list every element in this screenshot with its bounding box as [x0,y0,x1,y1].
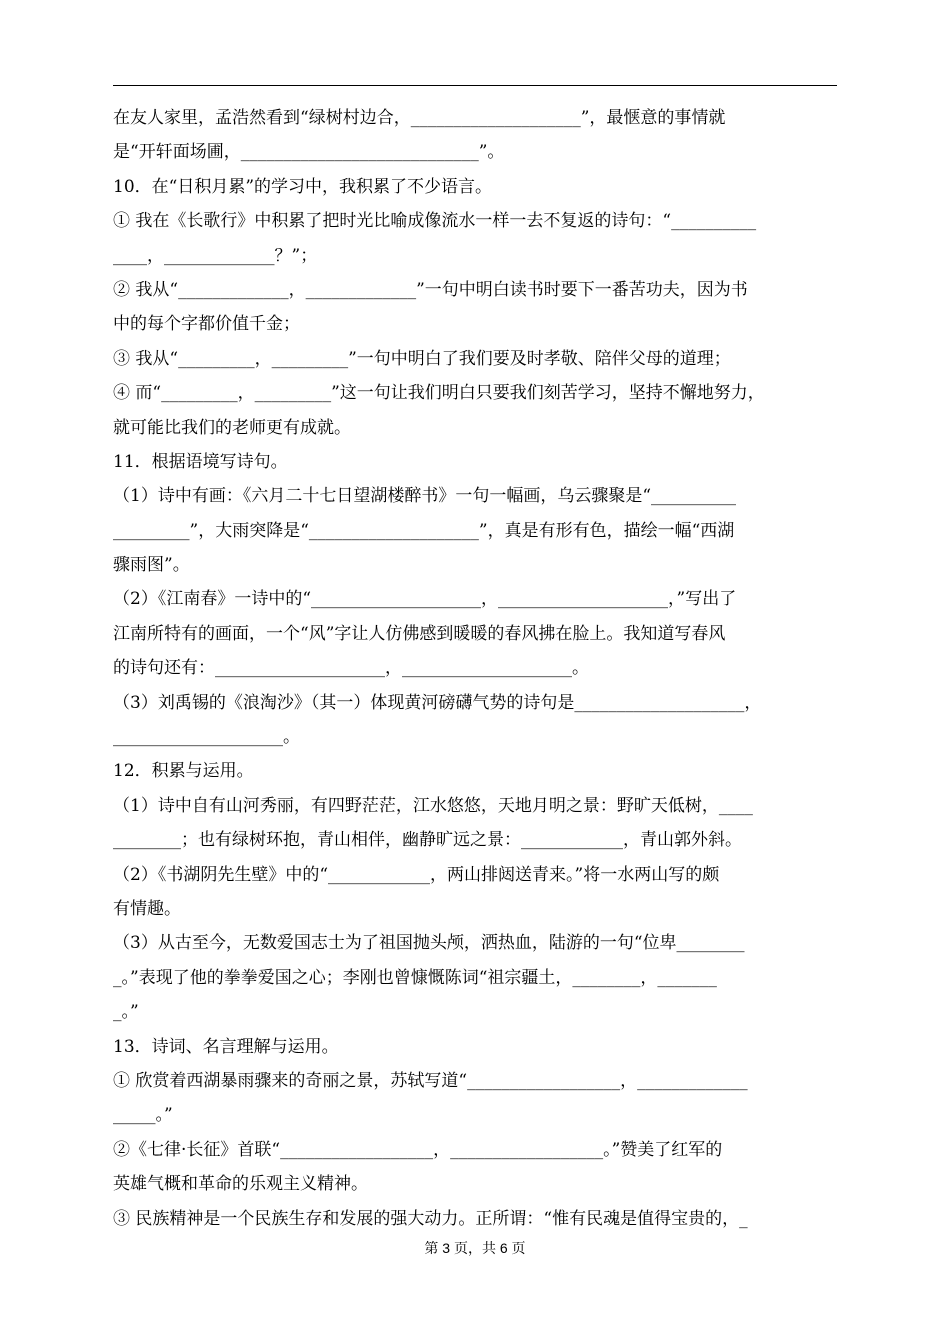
text-line: _。” [113,1002,139,1023]
text-line: ________；也有绿树环抱，青山相伴，幽静旷远之景：____________，青山郭外斜。 [113,830,742,851]
header-rule [113,85,837,86]
page-footer: 第 3 页，共 6 页 [424,1240,526,1256]
text-line: ____，_____________？”； [113,245,318,266]
question-heading: 11．根据语境写诗句。 [113,451,288,472]
text-line: ____________________。 [113,727,300,748]
question-heading: 10．在“日积月累”的学习中，我积累了不少语言。 [113,176,493,197]
text-line: （1）诗中有画：《六月二十七日望湖楼醉书》一句一幅画，乌云骤聚是“__________ [113,486,737,507]
text-line: ③ 民族精神是一个民族生存和发展的强大动力。正所谓：“惟有民魂是值得宝贵的，_ [113,1208,748,1229]
text-line: _____。” [113,1105,173,1126]
text-line: （2）《书湖阴先生壁》中的“____________，两山排闼送青来。”将一水两山写的颇 [113,864,720,885]
text-line: （2）《江南春》一诗中的“____________________，____________________，”写出了 [113,589,737,610]
text-line: ① 我在《长歌行》中积累了把时光比喻成像流水一样一去不复返的诗句：“__________ [113,211,757,232]
text-line: ① 欣赏着西湖暴雨骤来的奇丽之景，苏轼写道“__________________，_____________ [113,1070,748,1091]
text-line: 的诗句还有：____________________，____________________。 [113,658,589,679]
question-heading: 12．积累与运用。 [113,761,254,782]
text-line: ③ 我从“_________，_________”一句中明白了我们要及时孝敬、陪伴父母的道理； [113,348,731,369]
text-line: 是“开轩面场圃，____________________________”。 [113,142,505,163]
text-line: 英雄气概和革命的乐观主义精神。 [113,1174,368,1195]
text-line: ②《七律·长征》首联“__________________，__________________。”赞美了红军的 [113,1139,723,1160]
text-line: （1）诗中自有山河秀丽，有四野茫茫，江水悠悠，天地月明之景：野旷天低树，____ [113,795,753,816]
text-line: ④ 而“_________，_________”这一句让我们明白只要我们刻苦学习，坚持不懈地努力， [113,383,765,404]
text-line: ② 我从“_____________，_____________”一句中明白读书时要下一番苦功夫，因为书 [113,279,748,300]
text-line: 有情趣。 [113,898,181,919]
text-line: （3）从古至今，无数爱国志士为了祖国抛头颅，洒热血，陆游的一句“位卑________ [113,933,745,954]
text-line: （3）刘禹锡的《浪淘沙》（其一）体现黄河磅礴气势的诗句是____________________， [113,692,762,713]
text-line: 就可能比我们的老师更有成就。 [113,417,351,438]
text-line: 江南所特有的画面，一个“风”字让人仿佛感到暖暖的春风拂在脸上。我知道写春风 [113,623,726,644]
document-body [113,101,843,1236]
text-line: _。”表现了他的拳拳爱国之心；李刚也曾慷慨陈词“祖宗疆土，________，_______ [113,967,717,988]
question-heading: 13．诗词、名言理解与运用。 [113,1036,339,1057]
text-line: 中的每个字都价值千金； [113,314,300,335]
text-line: 在友人家里，孟浩然看到“绿树村边合，____________________”，最惬意的事情就 [113,108,726,128]
text-line: _________”，大雨突降是“____________________”，真是有形有色，描绘一幅“西湖 [113,520,735,541]
text-line: 骤雨图”。 [113,555,190,576]
